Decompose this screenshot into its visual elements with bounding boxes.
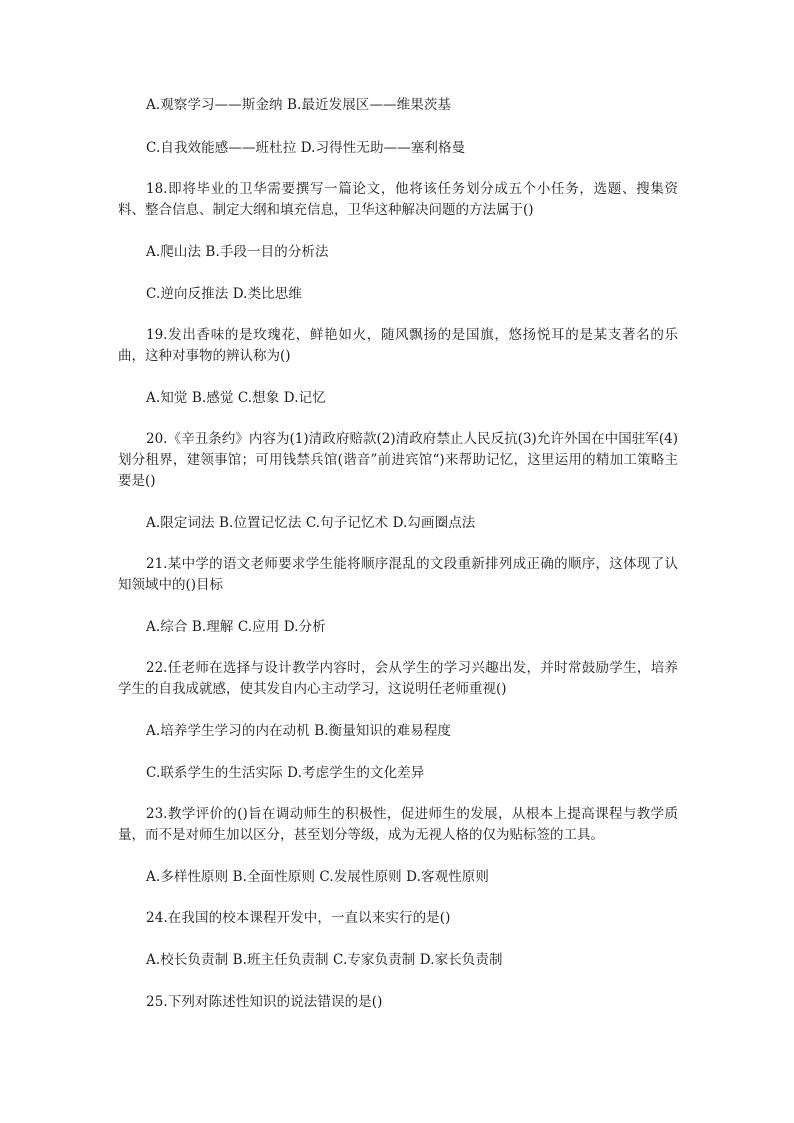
question-23: 23.教学评价的()旨在调动师生的积极性，促进师生的发展，从根本上提高课程与教学质量，而不是对师生加以区分，甚至划分等级，成为无视人格的仅为贴标签的工具。: [118, 806, 678, 843]
option-line-23: A.多样性原则 B.全面性原则 C.发展性原则 D.客观性原则: [146, 869, 489, 885]
question-22: 22.任老师在选择与设计教学内容时，会从学生的学习兴趣出发，并时常鼓励学生，培养学生的自我成就感，使其发自内心主动学习，这说明任老师重视(): [118, 660, 678, 697]
option-line-18-cd: C.逆向反推法 D.类比思维: [146, 286, 302, 302]
option-line-22-ab: A.培养学生学习的内在动机 B.衡量知识的难易程度: [146, 723, 452, 739]
option-line-19: A.知觉 B.感觉 C.想象 D.记忆: [146, 390, 326, 406]
question-25: 25.下列对陈述性知识的说法错误的是(): [146, 994, 383, 1010]
option-line-20: A.限定词法 B.位置记忆法 C.句子记忆术 D.勾画圈点法: [146, 515, 476, 531]
question-21: 21.某中学的语文老师要求学生能将顺序混乱的文段重新排列成正确的顺序，这体现了认知领域中的()目标: [118, 556, 678, 593]
option-line-21: A.综合 B.理解 C.应用 D.分析: [146, 619, 326, 635]
option-line-24: A.校长负责制 B.班主任负责制 C.专家负责制 D.家长负责制: [146, 952, 503, 968]
question-19: 19.发出香味的是玫瑰花，鲜艳如火，随风飘扬的是国旗，悠扬悦耳的是某支著名的乐曲，这种对事物的辨认称为(): [118, 327, 678, 364]
option-line-22-cd: C.联系学生的生活实际 D.考虑学生的文化差异: [146, 765, 425, 781]
question-18: 18.即将毕业的卫华需要撰写一篇论文，他将该任务划分成五个小任务，选题、搜集资料、整合信息、制定大纲和填充信息，卫华这种解决问题的方法属于(): [118, 181, 678, 218]
question-24: 24.在我国的校本课程开发中，一直以来实行的是(): [146, 910, 451, 926]
option-line-17-cd: C.自我效能感——班杜拉 D.习得性无助——塞利格曼: [146, 140, 466, 156]
option-line-18-ab: A.爬山法 B.手段一目的分析法: [146, 244, 329, 260]
option-line-17-ab: A.观察学习——斯金纳 B.最近发展区——维果茨基: [146, 97, 452, 113]
question-20: 20.《辛丑条约》内容为(1)清政府赔款(2)清政府禁止人民反抗(3)允许外国在中国驻军(4)划分租界，建领事馆；可用钱禁兵馆(谐音”前进宾馆“)来帮助记忆，这里运用的精加工策略主要是(): [118, 431, 678, 489]
